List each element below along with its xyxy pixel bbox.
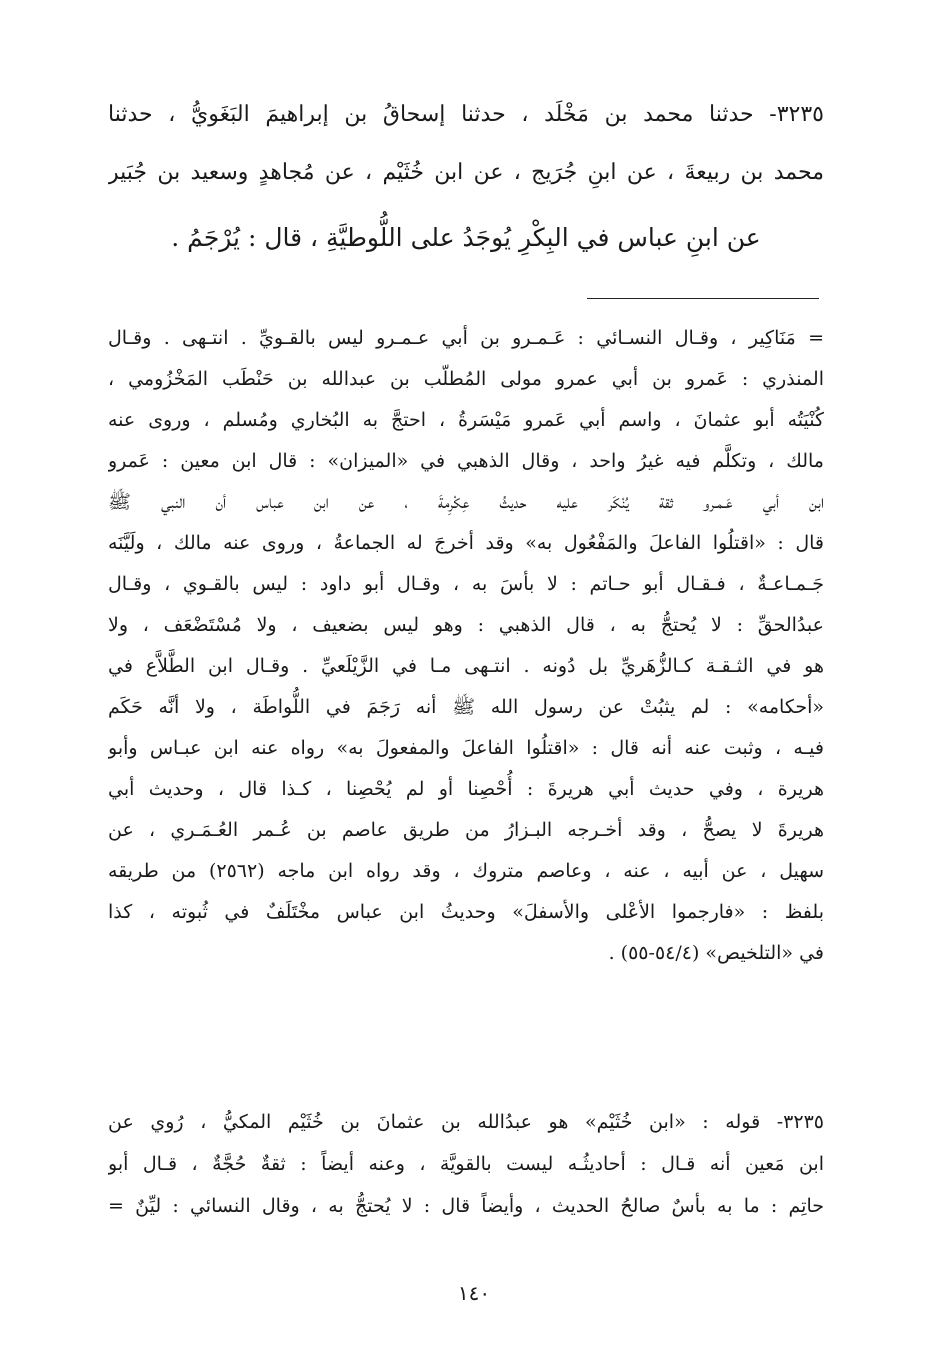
footnote-line: هو في الثـقـة كـالزُّهَريِّ بل دُونه . انتـهى مـا في الزَّيْلَعيِّ . وقـال ابن الطَّلاَّع في [108, 655, 824, 677]
footnote-line: ابن أبي عَـمـرو ثقة يُنْكَر عليه حديثُ عِكْرِمةَ ، عن ابن عباس أن النبي ﷺ [108, 491, 824, 513]
footnote-line: عبدُالحقِّ : لا يُحتجُّ به ، قال الذهبي : وهو ليس بضعيف ، ولا مُسْتَضْعَف ، ولا [108, 614, 824, 636]
footnote-line: قال : «اقتلُوا الفاعلَ والمَفْعُول به» وقد أخرجَ له الجماعةُ ، وروى عنه مالك ، ولَيَّنَه [108, 532, 824, 554]
footnote-line: كُنْيَتُه أبو عثمانَ ، واسم أبي عَمرو مَيْسَرةُ ، احتجَّ به البُخاري ومُسلم ، وروى عنه [108, 409, 824, 431]
note-line: ابن مَعين أنه قـال : أحاديثُـه ليست بالقويَّة ، وعنه أيضاً : ثقةٌ حُجَّةٌ ، قـال أبو [108, 1153, 824, 1175]
hadith-line: عن ابنِ عباس في البِكْرِ يُوجَدُ على اللُّوطيَّةِ ، قال : يُرْجَمُ . [171, 223, 761, 252]
footnote-line: جَـمـاعـةٌ ، فـقـال أبو حـاتم : لا بأسَ به ، وقـال أبو داود : ليس بالقـوي ، وقـال [108, 573, 824, 595]
footnote-line: هريرةَ لا يصحُّ ، وقد أخـرجه البـزارُ من طريق عاصم بن عُـمر العُـمَـري ، عن [108, 819, 824, 841]
footnote-line: المنذري : عَمرو بن أبي عمرو مولى المُطلّب بن عبدالله بن حَنْطَب المَخْزُومي ، [108, 368, 824, 390]
footnote-line: هريرة ، وفي حديث أبي هريرةَ : أُحْصِنا أو لم يُحْصِنا ، كـذا قال ، وحديث أبي [108, 778, 824, 800]
footnote-separator [587, 298, 819, 299]
footnote-line: مالك ، وتكلَّم فيه غيرُ واحد ، وقال الذهبي في «الميزان» : قال ابن معين : عَمرو [108, 450, 824, 472]
hadith-text [108, 86, 824, 274]
hadith-line: محمد بن ربيعةَ ، عن ابنِ جُرَيج ، عن ابن خُثَيْم ، عن مُجاهدٍ وسعيد بن جُبَير [108, 160, 824, 185]
footnote-line: في «التلخيص» (٥٤/٤-٥٥) . [608, 942, 824, 964]
note-line: حاتِم : ما به بأسٌ صالحُ الحديث ، وأيضاً قال : لا يُحتجُّ به ، وقال النسائي : ليِّنٌ = [108, 1195, 824, 1217]
footnote-line: «أحكامه» : لم يثبُتْ عن رسول الله ﷺ أنه رَجَمَ في اللُّواطَة ، ولا أنَّه حَكَم [108, 696, 824, 718]
commentary-note [108, 1101, 824, 1227]
hadith-line: ٣٢٣٥- حدثنا محمد بن مَخْلَد ، حدثنا إسحاقُ بن إبراهيمَ البَغَويُّ ، حدثنا [108, 102, 824, 127]
footnote-line: = مَنَاكِير ، وقـال النسـائي : عَـمـرو بن أبي عـمـرو ليس بالقـويِّ . انتـهى . وقـال [108, 327, 824, 349]
footnote-line: فيـه ، وثبت عنه أنه قال : «اقتلُوا الفاعلَ والمفعولَ به» رواه عنه ابن عبـاس وأبو [108, 737, 824, 759]
footnote-line: بلفظ : «فارجموا الأعْلى والأسفلَ» وحديثُ ابن عباس مخْتَلَفٌ في ثُبوته ، كذا [108, 901, 824, 923]
page-number: ١٤٠ [457, 1281, 491, 1305]
note-line: ٣٢٣٥- قوله : «ابن خُثَيْم» هو عبدُالله بن عثمانَ بن خُثَيْم المكيُّ ، رُوي عن [108, 1111, 824, 1133]
footnote-line: سهيل ، عن أبيه ، عنه ، وعاصم متروك ، وقد رواه ابن ماجه (٢٥٦٢) من طريقه [108, 860, 824, 882]
footnote-text [108, 318, 824, 974]
